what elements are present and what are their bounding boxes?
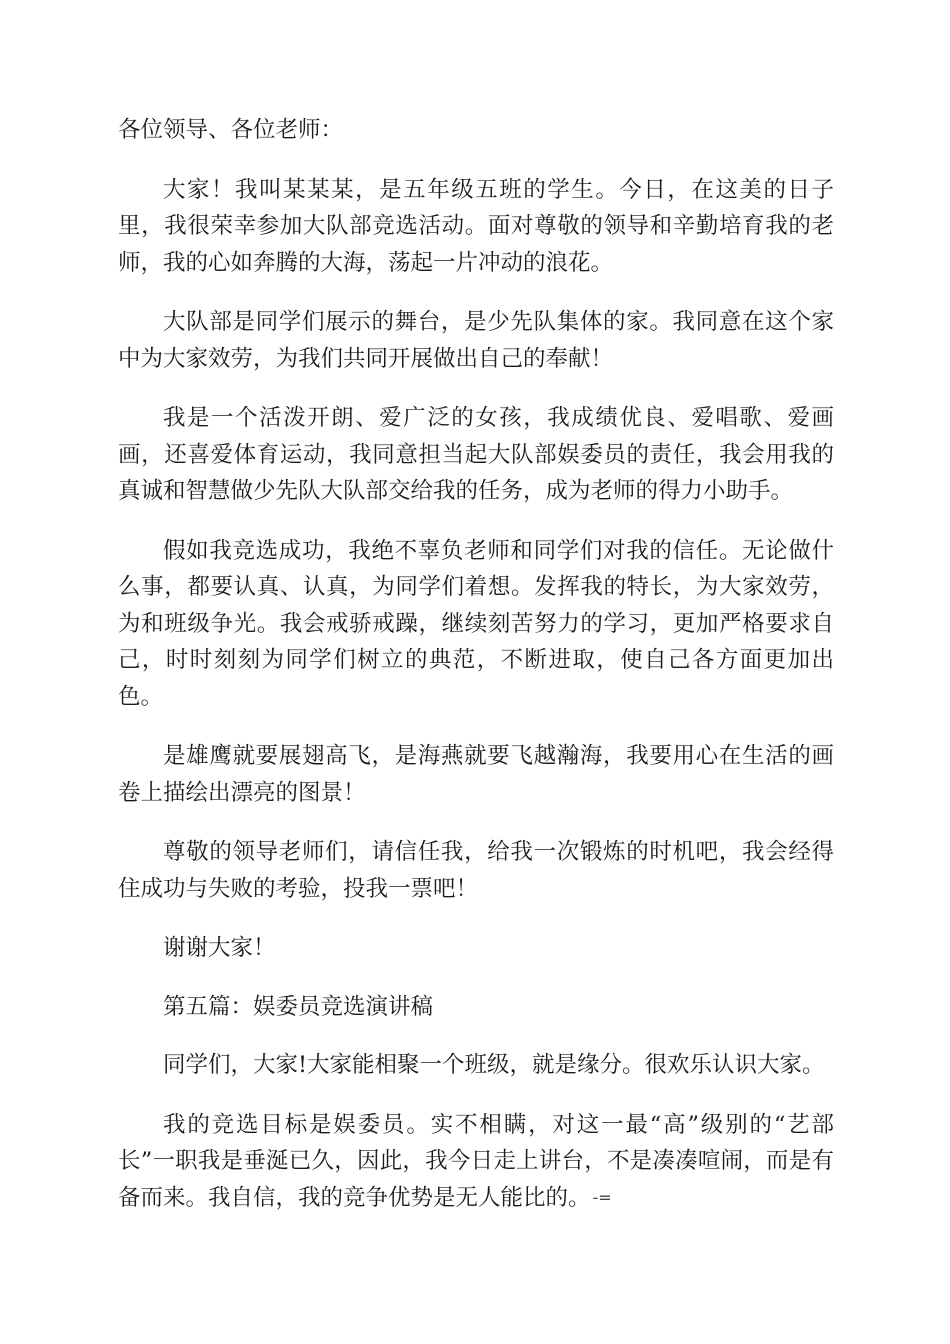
paragraph: 是雄鹰就要展翅高飞，是海燕就要飞越瀚海，我要用心在生活的画卷上描绘出漂亮的图景！ bbox=[118, 743, 834, 806]
paragraph: 尊敬的领导老师们，请信任我，给我一次锻炼的时机吧，我会经得住成功与失败的考验，投我一票吧！ bbox=[118, 839, 834, 902]
trailing-mark: -= bbox=[592, 1188, 612, 1208]
paragraph: 同学们，大家!大家能相聚一个班级，就是缘分。很欢乐认识大家。 bbox=[163, 1052, 825, 1078]
document-body bbox=[118, 112, 834, 1240]
paragraph: 假如我竞选成功，我绝不辜负老师和同学们对我的信任。无论做什么事，都要认真、认真，为同学们着想。发挥我的特长，为大家效劳，为和班级争光。我会戒骄戒躁，继续刻苦努力的学习，更加严格要求自己，时时刻刻为同学们树立的典范，不断进取，使自己各方面更加出色。 bbox=[118, 537, 834, 710]
paragraph: 大家！我叫某某某，是五年级五班的学生。今日，在这美的日子里，我很荣幸参加大队部竞选活动。面对尊敬的领导和辛勤培育我的老师，我的心如奔腾的大海，荡起一片冲动的浪花。 bbox=[118, 176, 834, 276]
salutation: 各位领导、各位老师： bbox=[118, 117, 344, 143]
paragraph-last bbox=[118, 1107, 834, 1217]
paragraph-text: 我的竞选目标是娱委员。实不相瞒，对这一最“高”级别的“艺部长”一职我是垂涎已久，因此，我今日走上讲台，不是凑凑喧闹，而是有备而来。我自信，我的竞争优势是无人能比的。 bbox=[118, 1111, 834, 1211]
paragraph: 大队部是同学们展示的舞台，是少先队集体的家。我同意在这个家中为大家效劳，为我们共同开展做出自己的奉献！ bbox=[118, 309, 834, 372]
paragraph: 我是一个活泼开朗、爱广泛的女孩，我成绩优良、爱唱歌、爱画画，还喜爱体育运动，我同意担当起大队部娱委员的责任，我会用我的真诚和智慧做少先队大队部交给我的任务，成为老师的得力小助手。 bbox=[118, 405, 834, 504]
closing-thanks: 谢谢大家！ bbox=[163, 935, 276, 961]
section-heading: 第五篇：娱委员竞选演讲稿 bbox=[163, 993, 434, 1020]
